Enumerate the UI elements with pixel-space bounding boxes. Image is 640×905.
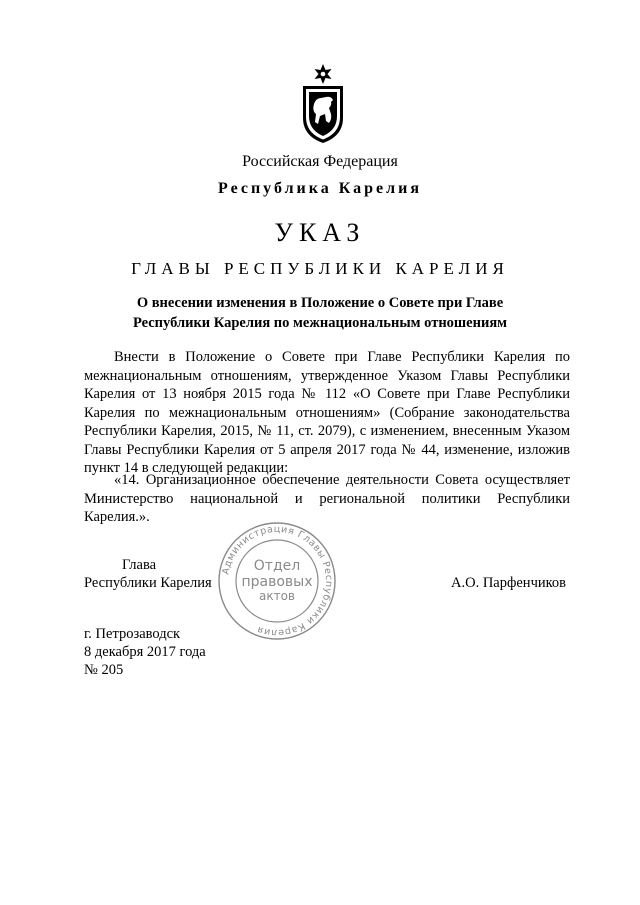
document-title-line1: О внесении изменения в Положение о Совете при Главе xyxy=(136,295,504,311)
country-name: Российская Федерация xyxy=(242,153,398,170)
karelia-coat-of-arms-icon xyxy=(298,64,348,144)
signatory-role-line2: Республики Карелия xyxy=(84,575,212,591)
signatory-role-line1: Глава xyxy=(122,557,157,573)
body-paragraph-1: Внести в Положение о Совете при Главе Республики Карелия по межнациональным отношениям, утвержденное Указом Главы Республики Карелия от 13 ноября 2015 года № 112 «О Совете при Главе Республики Карелия по межнациональным отношениям» (Собрание законодательства Республики Карелия, 2015, № 11, ст. 2079), с изменением, внесенным Указом Главы Республики Карелия от 5 апреля 2017 года № 44, изменение, изложив пункт 14 в следующей редакции: xyxy=(84,349,570,476)
body-paragraph-2: «14. Организационное обеспечение деятельности Совета осуществляет Министерство национальной и региональной политики Республики Карелия.». xyxy=(84,472,570,525)
signatory-name: А.О. Парфенчиков xyxy=(451,575,567,591)
decree-number: № 205 xyxy=(84,662,124,678)
office-stamp xyxy=(216,520,338,642)
document-title-line2: Республики Карелия по межнациональным отношениям xyxy=(132,315,508,331)
document-type: УКАЗ xyxy=(274,218,366,247)
stamp-ring-text: Администрация Главы Республики Карелия xyxy=(220,523,335,639)
stamp-line1: Отдел xyxy=(253,558,301,574)
issuer-title: ГЛАВЫ РЕСПУБЛИКИ КАРЕЛИЯ xyxy=(131,259,509,278)
republic-name: Республика Карелия xyxy=(218,180,422,197)
issue-city: г. Петрозаводск xyxy=(84,626,181,642)
issue-date: 8 декабря 2017 года xyxy=(84,644,206,660)
stamp-line2: правовых xyxy=(241,574,313,590)
stamp-line3: актов xyxy=(258,589,296,603)
